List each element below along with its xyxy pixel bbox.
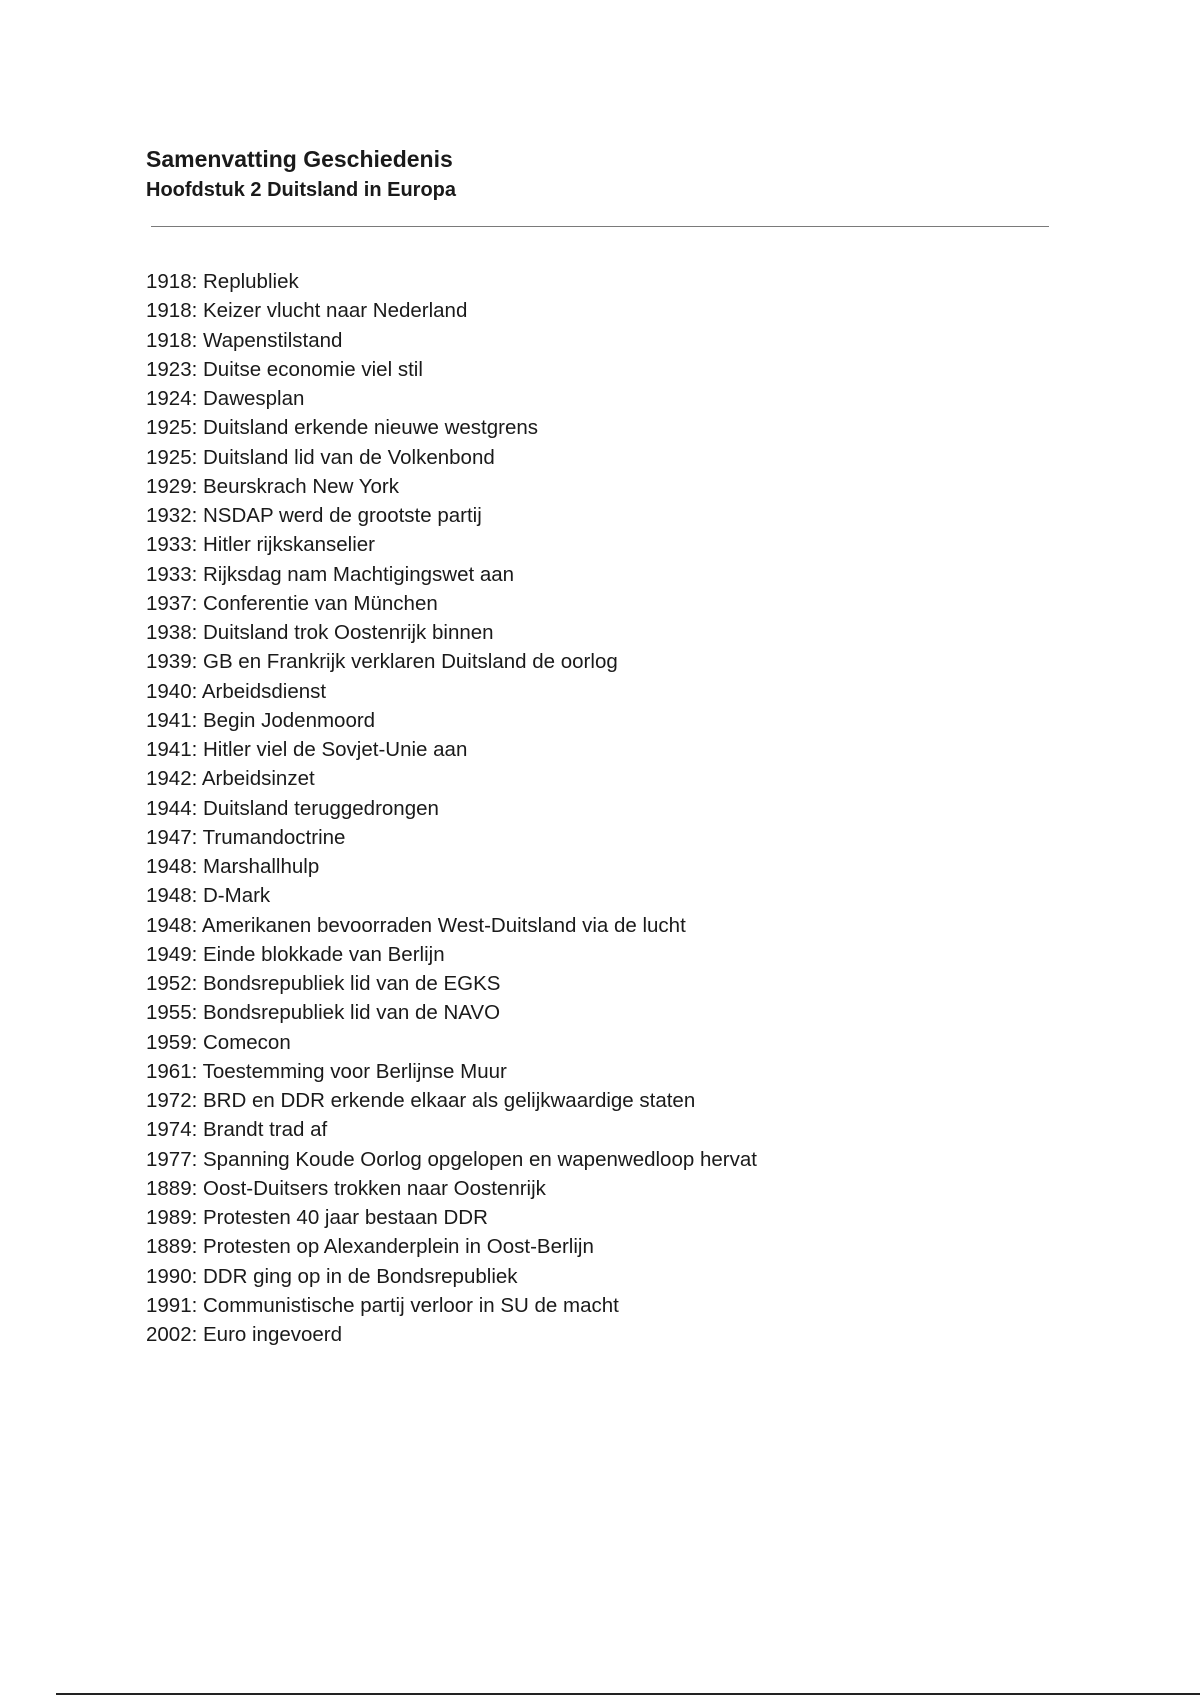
timeline-entry: 1938: Duitsland trok Oostenrijk binnen [146,621,494,644]
document-title: Samenvatting Geschiedenis [146,146,453,172]
timeline-entry: 1942: Arbeidsinzet [146,767,315,791]
timeline-entry: 1940: Arbeidsdienst [146,679,327,703]
timeline-entry: 1952: Bondsrepubliek lid van de EGKS [146,972,501,995]
timeline-entry: 1949: Einde blokkade van Berlijn [146,942,445,966]
timeline-entry: 1941: Hitler viel de Sovjet-Unie aan [146,738,468,761]
timeline-entry: 1929: Beurskrach New York [146,474,399,498]
timeline-entry: 1932: NSDAP werd de grootste partij [146,504,482,527]
timeline-entry: 1923: Duitse economie viel stil [146,357,423,381]
timeline-entry: 1889: Oost-Duitsers trokken naar Oostenrijk [146,1176,546,1200]
timeline-entry: 1990: DDR ging op in de Bondsrepubliek [146,1264,518,1288]
timeline-entry: 1939: GB en Frankrijk verklaren Duitsland de oorlog [146,650,618,674]
timeline-entry: 1959: Comecon [146,1030,291,1054]
timeline-entry: 1974: Brandt trad af [146,1118,328,1142]
timeline-entry: 1972: BRD en DDR erkende elkaar als gelijkwaardige staten [146,1089,696,1112]
timeline-entry: 1948: Marshallhulp [146,855,320,878]
timeline-entry: 1948: D-Mark [146,884,271,908]
timeline-entry: 1991: Communistische partij verloor in SU de macht [146,1293,619,1317]
timeline-entry: 1948: Amerikanen bevoorraden West-Duitsland via de lucht [146,913,686,937]
timeline-entry: 1925: Duitsland lid van de Volkenbond [146,445,495,469]
header-divider [151,226,1049,227]
timeline-list [146,267,757,1349]
timeline-entry: 1918: Wapenstilstand [146,328,343,352]
footer-divider [56,1693,1200,1695]
timeline-entry: 1941: Begin Jodenmoord [146,708,376,732]
document-subtitle: Hoofdstuk 2 Duitsland in Europa [146,179,457,201]
timeline-entry: 1977: Spanning Koude Oorlog opgelopen en wapenwedloop hervat [146,1147,757,1171]
timeline-entry: 1924: Dawesplan [146,387,305,410]
timeline-entry: 1961: Toestemming voor Berlijnse Muur [146,1059,507,1083]
timeline-entry: 1889: Protesten op Alexanderplein in Oost-Berlijn [146,1235,594,1259]
timeline-entry: 2002: Euro ingevoerd [146,1323,343,1346]
timeline-entry: 1947: Trumandoctrine [146,825,346,849]
timeline-entry: 1955: Bondsrepubliek lid van de NAVO [146,1001,501,1025]
timeline-entry: 1937: Conferentie van München [146,591,438,615]
timeline-entry: 1933: Rijksdag nam Machtigingswet aan [146,562,515,586]
timeline-entry: 1944: Duitsland teruggedrongen [146,796,439,820]
timeline-entry: 1989: Protesten 40 jaar bestaan DDR [146,1206,488,1229]
timeline-entry: 1918: Keizer vlucht naar Nederland [146,299,468,323]
timeline-entry: 1918: Replubliek [146,270,299,293]
timeline-entry: 1933: Hitler rijkskanselier [146,533,376,557]
timeline-entry: 1925: Duitsland erkende nieuwe westgrens [146,416,539,440]
